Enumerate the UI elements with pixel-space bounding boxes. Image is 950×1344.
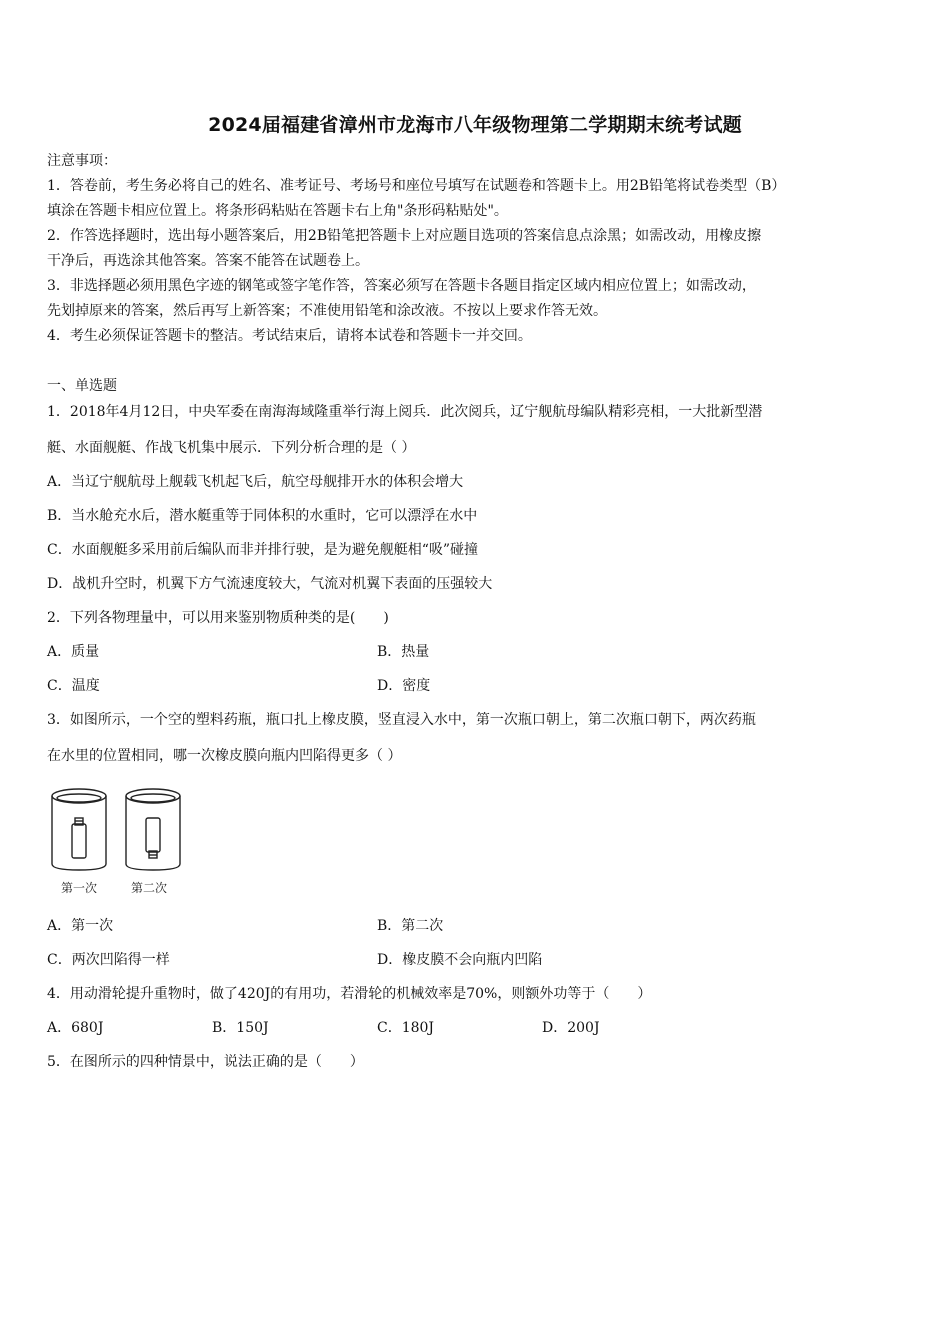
- bottle-figure-drawing: [47, 784, 187, 900]
- question-5-stem: 5．在图所示的四种情景中，说法正确的是（ ）: [47, 1054, 364, 1070]
- question-4-option-d: D．200J: [542, 1020, 600, 1036]
- notice-line: 干净后，再选涂其他答案。答案不能答在试题卷上。: [47, 253, 369, 269]
- question-2-option-c: C．温度: [47, 678, 100, 694]
- question-3-option-b: B．第二次: [377, 918, 444, 934]
- question-4-option-b: B．150J: [212, 1020, 269, 1036]
- notice-line: 填涂在答题卡相应位置上。将条形码粘贴在答题卡右上角"条形码粘贴处"。: [47, 203, 508, 219]
- question-1-option-d: D．战机升空时，机翼下方气流速度较大，气流对机翼下表面的压强较大: [47, 576, 493, 592]
- notice-heading: 注意事项：: [47, 153, 117, 169]
- notice-line: 3．非选择题必须用黑色字迹的钢笔或签字笔作答，答案必须写在答题卡各题目指定区域内相应位置上；如需改动，: [47, 278, 756, 294]
- question-1-option-c: C．水面舰艇多采用前后编队而非并排行驶，是为避免舰艇相“吸”碰撞: [47, 542, 479, 558]
- question-1-stem-cont: 艇、水面舰艇、作战飞机集中展示．下列分析合理的是（ ）: [47, 440, 416, 456]
- question-2-option-b: B．热量: [377, 644, 430, 660]
- section-heading: 一、单选题: [47, 378, 117, 394]
- notice-line: 先划掉原来的答案，然后再写上新答案；不准使用铅笔和涂改液。不按以上要求作答无效。: [47, 303, 607, 319]
- figure-label-first: 第一次: [61, 881, 98, 895]
- question-1-stem: 1．2018年4月12日，中央军委在南海海域隆重举行海上阅兵．此次阅兵，辽宁舰航母编队精彩亮相，一大批新型潜: [47, 404, 763, 420]
- question-1-option-a: A．当辽宁舰航母上舰载飞机起飞后，航空母舰排开水的体积会增大: [47, 474, 464, 490]
- question-3-option-a: A．第一次: [47, 918, 114, 934]
- question-1-option-b: B．当水舱充水后，潜水艇重等于同体积的水重时，它可以漂浮在水中: [47, 508, 478, 524]
- question-3-option-c: C．两次凹陷得一样: [47, 952, 170, 968]
- bottle-figure: [47, 784, 187, 900]
- question-2-option-a: A．质量: [47, 644, 100, 660]
- question-3-stem-cont: 在水里的位置相同，哪一次橡皮膜向瓶内凹陷得更多（ ）: [47, 748, 402, 764]
- question-4-stem: 4．用动滑轮提升重物时，做了420J的有用功，若滑轮的机械效率是70%，则额外功等于（ ）: [47, 986, 652, 1002]
- question-2-stem: 2．下列各物理量中，可以用来鉴别物质种类的是( ): [47, 610, 389, 626]
- notice-line: 2．作答选择题时，选出每小题答案后，用2B铅笔把答题卡上对应题目选项的答案信息点涂黑；如需改动，用橡皮擦: [47, 228, 762, 244]
- notice-line: 4．考生必须保证答题卡的整洁。考试结束后，请将本试卷和答题卡一并交回。: [47, 328, 532, 344]
- question-3-option-d: D．橡皮膜不会向瓶内凹陷: [377, 952, 543, 968]
- question-4-option-c: C．180J: [377, 1020, 435, 1036]
- question-3-stem: 3．如图所示，一个空的塑料药瓶，瓶口扎上橡皮膜，竖直浸入水中，第一次瓶口朝上，第二次瓶口朝下，两次药瓶: [47, 712, 756, 728]
- exam-title: 2024届福建省漳州市龙海市八年级物理第二学期期末统考试题: [208, 114, 742, 136]
- notice-line: 1．答卷前，考生务必将自己的姓名、准考证号、考场号和座位号填写在试题卷和答题卡上。用2B铅笔将试卷类型（B）: [47, 178, 786, 194]
- figure-label-second: 第二次: [131, 881, 168, 895]
- question-4-option-a: A．680J: [47, 1020, 104, 1036]
- question-2-option-d: D．密度: [377, 678, 431, 694]
